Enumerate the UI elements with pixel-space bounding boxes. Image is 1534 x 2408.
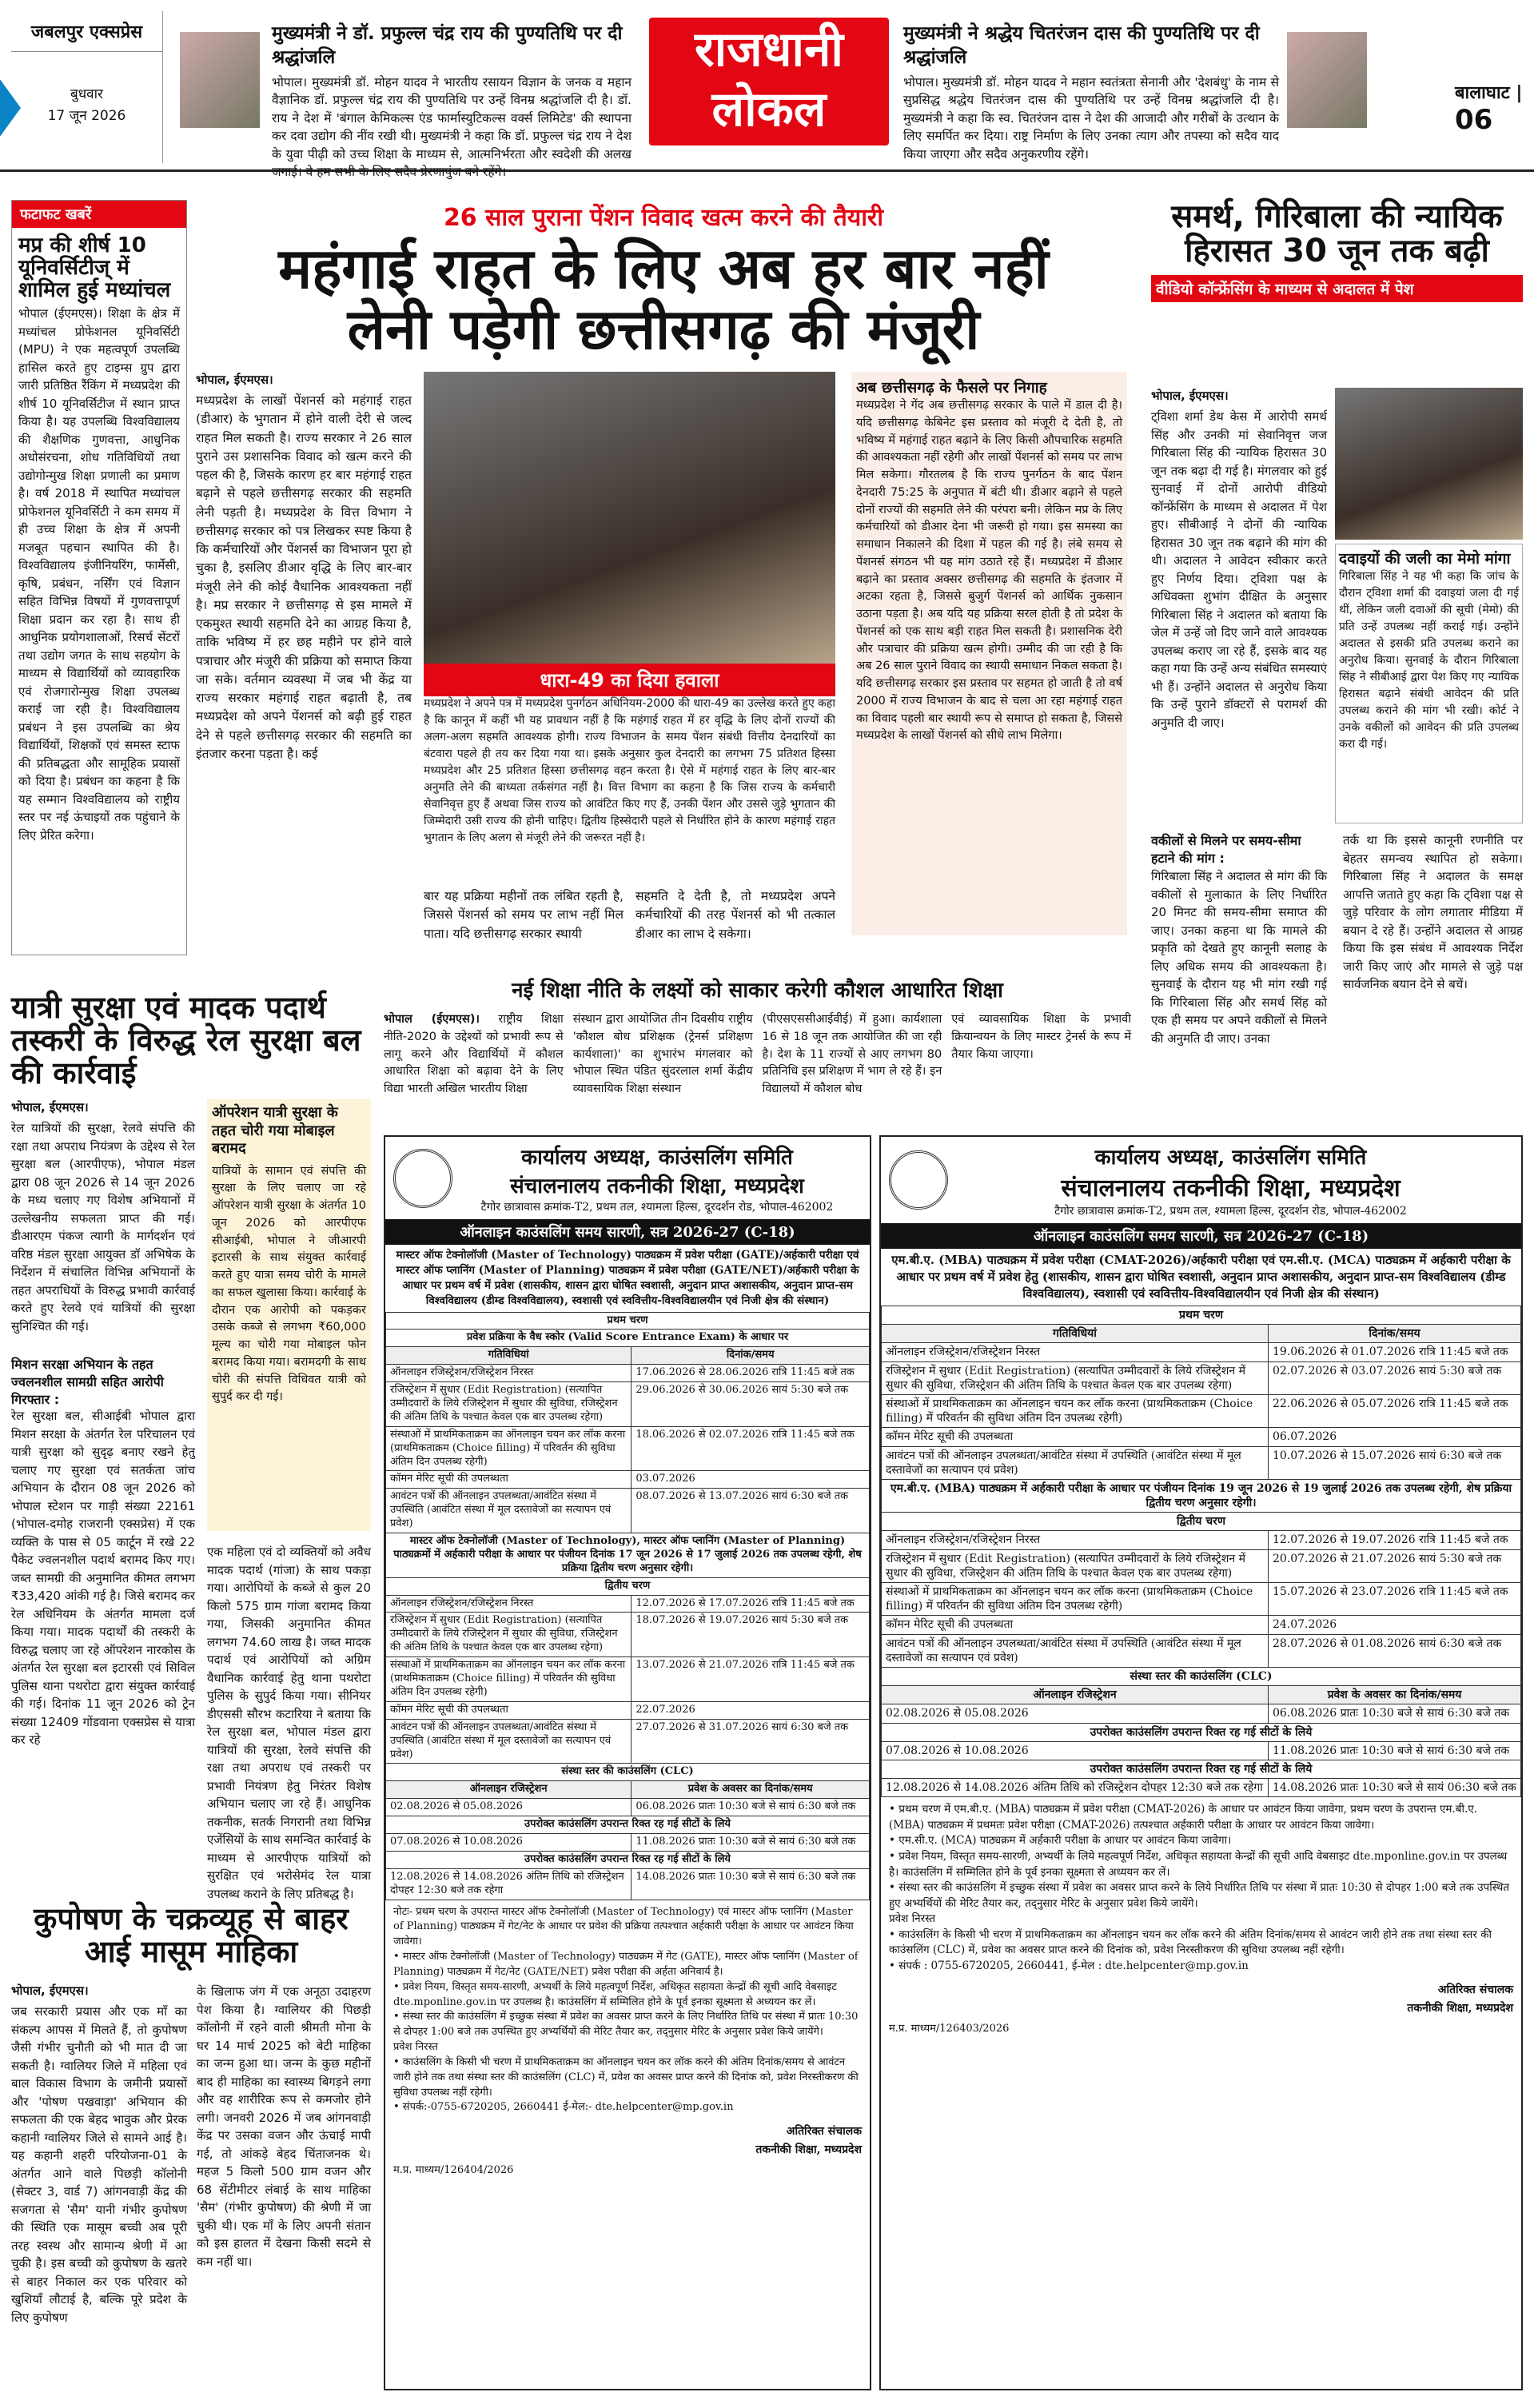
kuposhan-col2: के खिलाफ जंग में एक अनूठा उदाहरण पेश किया है। ग्वालियर की पिछड़ी कॉलोनी में रहने वाली श्रीमती मोना के घर 14 मार्च 2025 को बेटी माहिका का जन्म हुआ था। जन्म के कुछ महीनों बाद ही माहिका का स्वास्थ्य बिगड़ने लगा और वह शारीरिक रूप से कमजोर होने लगी। जनवरी 2026 में जब आंगनवाड़ी केंद्र पर उसका वजन और ऊंचाई मापी गई, तो आंकड़े बेहद चिंताजनक थे। महज 5 किलो 500 ग्राम वजन और 68 सेंटीमीटर लंबाई के साथ माहिका 'सैम' (गंभीर कुपोषण) की श्रेणी में जा चुकी थी। एक माँ के लिए अपनी संतान को इस हालत में देखना किसी सदमे से कम नहीं था। [197,1984,371,2269]
ribbon-triangle [0,64,21,152]
notice-left-sign2: तकनीकी शिक्षा, मध्यप्रदेश [755,2143,862,2157]
notice-right-table1 [881,1306,1521,1797]
schedule-activity: रजिस्ट्रेशन में सुधार (Edit Registration) (सत्यापित उम्मीदवारों के लिये रजिस्ट्रेशन में सुधार की सुविधा, रजिस्ट्रेशन की अंतिम तिथि के पश्चात केवल एक बार उपलब्ध रहेगा) [386,1382,632,1427]
schedule-activity: रजिस्ट्रेशन में सुधार (Edit Registration) (सत्यापित उम्मीदवारों के लिये रजिस्ट्रेशन में सुधार की सुविधा, रजिस्ट्रेशन की अंतिम तिथि के पश्चात केवल एक बार उपलब्ध रहेगा) [882,1549,1269,1582]
schedule-date: 14.08.2026 प्रातः 10:30 बजे से सायं 6:30 बजे तक [632,1868,870,1900]
schedule-date: 22.07.2026 [632,1701,870,1719]
edition-name: जबलपुर एक्सप्रेस [11,11,162,52]
edition-box [11,11,163,163]
kuposhan-col1: जब सरकारी प्रयास और एक माँ का संकल्प आपस में मिलते हैं, तो कुपोषण जैसी गंभीर चुनौती को भी मात दी जा सकती है। ग्वालियर जिले में महिला एवं बाल विकास विभाग के जमीनी प्रयासों और 'पोषण पखवाड़ा' अभियान की सफलता की एक बेहद भावुक और प्रेरक कहानी ग्वालियर जिले से सामने आई है। यह कहानी शहरी परियोजना-01 के अंतर्गत आने वाले पिछड़ी कॉलोनी (सेक्टर 3, वार्ड 7) आंगनवाड़ी केंद्र की सजगता से 'सैम' यानी गंभीर कुपोषण की स्थिति एक मासूम बच्ची अब पूरी तरह स्वस्थ और सामान्य श्रेणी में आ चुकी है। इस बच्ची को कुपोषण के खतरे से बाहर निकाल कर एक परिवार को खुशियाँ लौटाई है, बल्कि पूरे प्रदेश के लिए कुपोषण [11,2004,187,2325]
lead-headline-1: महंगाई राहत के लिए अब हर बार नहीं [278,236,1049,301]
schedule-activity: 07.08.2026 से 10.08.2026 [882,1741,1269,1760]
schedule-row [386,1868,870,1900]
railway-headline: यात्री सुरक्षा एवं मादक पदार्थ तस्करी के विरुद्ध रेल सुरक्षा बल की कार्रवाई [11,990,361,1091]
schedule-activity: संस्थाओं में प्राथमिकताक्रम का ऑनलाइन चयन कर लॉक करना (प्राथमिकताक्रम (Choice filling) में परिवर्तन की सुविधा अंतिम दिन उपलब्ध रहेगी) [882,1583,1269,1616]
notice-left-table1 [385,1312,870,1900]
schedule-row [882,1583,1521,1616]
mp-emblem-icon [889,1150,948,1210]
mp-emblem-icon [393,1149,452,1208]
notice-right-sign2: तकनीकी शिक्षा, मध्यप्रदेश [1407,2002,1513,2015]
railway-box-text: यात्रियों के सामान एवं संपत्ति की सुरक्षा के लिए चलाए जा रहे ऑपरेशन यात्री सुरक्षा के अंतर्गत 10 जून 2026 को आरपीएफ सीआईबी, भोपाल ने जीआरपी इटारसी के साथ संयुक्त कार्रवाई करते हुए यात्रा समय चोरी के मामले का सफल खुलासा किया। कार्रवाई के दौरान एक आरोपी को पकड़कर उसके कब्जे से लगभग ₹60,000 मूल्य का चोरी गया मोबाइल फोन बरामद किया गया। बरामदगी के साथ चोरी की संपत्ति विधिवत यात्री को सुपुर्द कर दी गई। [212,1164,366,1404]
schedule-date: 22.06.2026 से 05.07.2026 रात्रि 11:45 बजे तक [1268,1394,1520,1427]
accused-photo [1335,388,1523,540]
schedule-date: 06.08.2026 प्रातः 10:30 बजे से सायं 6:30 बजे तक [632,1799,870,1816]
schedule-row [882,1704,1521,1723]
schedule-subhead: उपरोक्त काउंसलिंग उपरान्त रिक्त रह गई सीटों के लिये [882,1723,1521,1741]
page-place: बालाघाट [1455,83,1510,103]
schedule-row [386,1851,870,1868]
schedule-activity: आवंटन पत्रों की ऑनलाइन उपलब्धता/आवंटित संस्था में उपस्थिति (आवंटित संस्था में मूल दस्तावेजों का सत्यापन एवं प्रवेश) [882,1634,1269,1667]
shiksha-dateline: भोपाल (ईएमएस)। [384,1013,480,1026]
notice-right-phase2: द्वितीय चरण [882,1513,1521,1531]
schedule-activity: कॉमन मेरिट सूची की उपलब्धता [386,1471,632,1489]
shiksha-story [384,979,1131,1131]
notice-right-phase2-head: एम.बी.ए. (MBA) पाठ्यक्रम में अर्हकारी परीक्षा के आधार पर पंजीयन दिनांक 19 जून 2026 से 19 जुलाई 2026 तक उपलब्ध रहेगी, शेष प्रक्रिया द्वितीय चरण अनुसार रहेगी। [882,1479,1521,1512]
notice-right-clc-b: प्रवेश के अवसर का दिनांक/समय [1268,1686,1520,1704]
schedule-row [882,1446,1521,1479]
schedule-activity: 12.08.2026 से 14.08.2026 अंतिम तिथि को रजिस्ट्रेशन दोपहर 12:30 बजे तक रहेगा [386,1868,632,1900]
schedule-row [882,1428,1521,1446]
schedule-row [882,1394,1521,1427]
schedule-date: 17.06.2026 से 28.06.2026 रात्रि 11:45 बजे तक [632,1365,870,1382]
schedule-row [386,1657,870,1702]
notice-left-col-b: दिनांक/समय [632,1347,870,1365]
notice-left-address: टैगोर छात्रावास क्रमांक-T2, प्रथम तल, श्यामला हिल्स, दूरदर्शन रोड, भोपाल-462002 [480,1201,834,1214]
lead-under-col-a: बार यह प्रक्रिया महीनों तक लंबित रहती है, जिससे पेंशनर्स को समय पर लाभ नहीं मिल पाता। यदि छत्तीसगढ़ सरकार स्थायी [424,889,624,941]
fatafat-box [11,200,187,955]
shiksha-col1 [384,1011,564,1131]
schedule-row [882,1549,1521,1582]
schedule-date: 19.06.2026 से 01.07.2026 रात्रि 11:45 बजे तक [1268,1343,1520,1361]
section-logo [649,18,889,146]
schedule-date: 14.08.2026 प्रातः 10:30 बजे से सायं 06:30 बजे तक [1268,1779,1520,1797]
schedule-activity: संस्थाओं में प्राथमिकताक्रम का ऑनलाइन चयन कर लॉक करना (प्राथमिकताक्रम (Choice filling) में परिवर्तन की सुविधा अंतिम दिन उपलब्ध रहेगी) [882,1394,1269,1427]
schedule-subhead: उपरोक्त काउंसलिंग उपरान्त रिक्त रह गई सीटों के लिये [882,1760,1521,1778]
notice-left-clc-a: ऑनलाइन रजिस्ट्रेशन [386,1781,632,1799]
schedule-date: 12.07.2026 से 17.07.2026 रात्रि 11:45 बजे तक [632,1595,870,1613]
top-story-left-text: भोपाल। मुख्यमंत्री डॉ. मोहन यादव ने भारतीय रसायन विज्ञान के जनक व महान वैज्ञानिक डॉ. प्रफुल्ल चंद्र राय की पुण्यतिथि पर उन्हें विनम्र श्रद्धांजलि दी है। डॉ. राय ने देश में 'बंगाल केमिकल्स एंड फार्मास्युटिकल्स वर्क्स लिमिटेड' की स्थापना कर दवा उद्योग की नींव रखी थी। मुख्यमंत्री ने कहा कि डॉ. प्रफुल्ल चंद्र राय ने देश के युवा पीढ़ी को उच्च शिक्षा के माध्यम से, आत्मनिर्भरता और स्वदेशी की अलख जगाई। वे हम सभी के लिए सदैव प्रेरणापुंज बने रहेंगे। [272,74,632,180]
schedule-row [386,1701,870,1719]
notice-left-col-a: गतिविधियां [386,1347,632,1365]
schedule-date: 13.07.2026 से 21.07.2026 रात्रि 11:45 बजे तक [632,1657,870,1702]
notice-right-sub: एम.बी.ए. (MBA) पाठ्यक्रम में प्रवेश परीक्षा (CMAT-2026)/अर्हकारी परीक्षा एवं एम.सी.ए. (MCA) पाठ्यक्रम में अर्हकारी परीक्षा के आधार पर प्रथम वर्ष में प्रवेश हेतु (शासकीय, शासन द्वारा घोषित स्वशासी, अनुदान प्राप्त अशासकीय, अनुदान प्राप्त-सम विश्वविद्यालय (डीम्ड विश्वविद्यालय), स्वशासी एवं स्ववित्तीय-विश्वविद्यालयीन एवं निजी क्षेत्र की संस्थान) [891,1253,1511,1301]
top-story-right-title: मुख्यमंत्री ने श्रद्धेय चितरंजन दास की पुण्यतिथि पर दी श्रद्धांजलि [903,23,1260,68]
notice-right-ref: म.प्र. माध्यम/126403/2026 [889,2023,1010,2035]
schedule-row [386,1719,870,1764]
schedule-subhead: उपरोक्त काउंसलिंग उपरान्त रिक्त रह गई सीटों के लिये [386,1816,870,1834]
notice-right-phase1: प्रथम चरण [882,1306,1521,1325]
lead-story [196,200,1131,941]
schedule-activity: आवंटन पत्रों की ऑनलाइन उपलब्धता/आवंटित संस्था में उपस्थिति (आवंटित संस्था में मूल दस्तावेजों का सत्यापन एवं प्रवेश) [386,1719,632,1764]
schedule-row [882,1343,1521,1361]
notice-right-sign1: अतिरिक्त संचालक [1437,1983,1513,1997]
notice-left-ref: म.प्र. माध्यम/126404/2026 [393,2164,514,2177]
lead-col1: मध्यप्रदेश के लाखों पेंशनर्स को महंगाई राहत (डीआर) के भुगतान में होने वाली देरी से जल्द राहत मिल सकती है। राज्य सरकार ने 26 साल पुराने उस प्रशासनिक विवाद को खत्म करने की पहल की है, जिसके कारण हर बार महंगाई राहत बढ़ाने से पहले छत्तीसगढ़ सरकार की सहमति लेनी पड़ती है। मध्यप्रदेश के वित्त विभाग ने छत्तीसगढ़ सरकार को पत्र लिखकर स्पष्ट किया है कि कर्मचारियों और पेंशनर्स का विभाजन पूरा हो चुका है, इसलिए डीआर वृद्धि के लिए बार-बार मंजूरी लेने की कोई वैधानिक आवश्यकता नहीं है। मप्र सरकार ने छत्तीसगढ़ से इस मामले में एकमुश्त स्थायी सहमति देने का आग्रह किया है, ताकि भविष्य में हर छह महीने पर होने वाले पत्राचार और मंजूरी की प्रक्रिया को समाप्त किया जा सके। वर्तमान व्यवस्था में जब भी केंद्र या राज्य सरकार महंगाई राहत बढ़ाती है, तब मध्यप्रदेश को अपने पेंशनर्स को बढ़ी हुई राहत देने से पहले छत्तीसगढ़ सरकार की सहमति का इंतजार करना पड़ता है। कई [196,393,412,761]
pension-photo [424,372,835,664]
schedule-date: 12.07.2026 से 19.07.2026 रात्रि 11:45 बजे तक [1268,1531,1520,1549]
notice-left-clc-b: प्रवेश के अवसर का दिनांक/समय [632,1781,870,1799]
railway-col2: एक महिला एवं दो व्यक्तियों को अवैध मादक पदार्थ (गांजा) के साथ पकड़ा गया। आरोपियों के कब्जे से कुल 20 किलो 575 ग्राम गांजा बरामद किया गया, जिसकी अनुमानित कीमत लगभग 74.60 लाख है। जब्त मादक पदार्थ एवं आरोपियों को अग्रिम वैधानिक कार्रवाई हेतु थाना पथरोटा पुलिस के सुपुर्द किया गया। सीनियर डीएससी सौरभ कटारिया ने बताया कि रेल सुरक्षा बल, भोपाल मंडल द्वारा यात्रियों की सुरक्षा, रेलवे संपत्ति की रक्षा तथा अपराध एवं तस्करी पर प्रभावी नियंत्रण हेतु निरंतर विशेष अभियान चलाए जा रहे हैं। आधुनिक तकनीक, सतर्क निगरानी तथा विभिन्न एजेंसियों के साथ समन्वित कार्रवाई के माध्यम से आरपीएफ यात्रियों को सुरक्षित एवं भरोसेमंद रेल यात्रा उपलब्ध कराने के लिए प्रतिबद्ध है। [207,1545,371,1901]
schedule-row [882,1634,1521,1667]
schedule-activity: 07.08.2026 से 10.08.2026 [386,1833,632,1851]
samarth-col1b: गिरिबाला सिंह ने अदालत से मांग की कि वकीलों से मुलाकात के लिए निर्धारित 20 मिनट की समय-सीमा समाप्त की जाए। उनका कहना था कि मामले की प्रकृति को देखते हुए कानूनी सलाह के लिए अधिक समय की आवश्यकता है। सुनवाई के दौरान यह भी मांग रखी गई कि गिरिबाला सिंह और समर्थ सिंह को एक ही समय पर अपने वकीलों से मिलने की अनुमति दी जाए। उनका [1151,869,1327,1046]
shiksha-text2: संस्थान द्वारा आयोजित तीन दिवसीय राष्ट्रीय 'कौशल बोध प्रशिक्षक (ट्रेनर्स प्रशिक्षण कार्यशाला)' का शुभारंभ मंगलवार को भोपाल स्थित पंडित सुंदरलाल शर्मा केंद्रीय व्यावसायिक शिक्षा संस्थान [572,1013,753,1095]
schedule-date: 29.06.2026 से 30.06.2026 सायं 5:30 बजे तक [632,1382,870,1427]
schedule-row [386,1382,870,1427]
schedule-date: 28.07.2026 से 01.08.2026 सायं 6:30 बजे तक [1268,1634,1520,1667]
shiksha-columns [384,1011,1131,1131]
shiksha-headline: नई शिक्षा नीति के लक्ष्यों को साकार करेगी कौशल आधारित शिक्षा [512,979,1003,1003]
top-story-right [903,22,1279,163]
shiksha-text4: एवं व्यावसायिक शिक्षा के प्रभावी क्रियान्वयन के लिए मास्टर ट्रेनर्स के रूप में तैयार किया जाएगा। [951,1013,1131,1061]
notice-right-clc: संस्था स्तर की काउंसलिंग (CLC) [882,1667,1521,1685]
samarth-box-text: गिरिबाला सिंह ने यह भी कहा कि जांच के दौरान ट्विशा शर्मा की दवाइयां जला दी गई थीं, लेकिन जली दवाओं की सूची (मेमो) की प्रति उन्हें उपलब्ध नहीं कराई गई। उन्होंने अदालत से इसकी प्रति उपलब्ध कराने का अनुरोध किया। सुनवाई के दौरान गिरिबाला सिंह ने सीबीआई द्वारा पेश किए गए न्यायिक हिरासत बढ़ाने संबंधी आवेदन की प्रति उपलब्ध कराने की मांग भी रखी। कोर्ट ने उनके वकीलों को आवेदन की प्रति उपलब्ध करा दी गई। [1339,570,1519,751]
schedule-row [386,1471,870,1489]
schedule-activity: आवंटन पत्रों की ऑनलाइन उपलब्धता/आवंटित संस्था में उपस्थिति (आवंटित संस्था में मूल दस्तावेजों का सत्यापन एवं प्रवेश) [386,1489,632,1533]
schedule-activity: ऑनलाइन रजिस्ट्रेशन/रजिस्ट्रेशन निरस्त [882,1343,1269,1361]
schedule-row [882,1741,1521,1760]
schedule-date: 06.07.2026 [1268,1428,1520,1446]
notice-left-band: ऑनलाइन काउंसलिंग समय सारणी, सत्र 2026-27 (C-18) [385,1219,870,1245]
schedule-activity: कॉमन मेरिट सूची की उपलब्धता [882,1428,1269,1446]
notice-left-title1: कार्यालय अध्यक्ष, काउंसलिंग समिति [521,1146,793,1170]
lead-under-photo: मध्यप्रदेश ने अपने पत्र में मध्यप्रदेश पुनर्गठन अधिनियम-2000 की धारा-49 का उल्लेख करते हुए कहा है कि कानून में कहीं भी यह प्रावधान नहीं है कि महंगाई राहत में हर वृद्धि के लिए दोनों राज्यों की अलग-अलग सहमति आवश्यक होगी। राज्य विभाजन के समय पेंशन संबंधी वित्तीय देनदारियों का बंटवारा पहले ही तय कर दिया गया था। इसके अनुसार कुल देनदारी का लगभग 75 प्रतिशत हिस्सा मध्यप्रदेश और 25 प्रतिशत हिस्सा छत्तीसगढ़ वहन करता है। ऐसे में महंगाई राहत के लिए बार-बार अनुमति लेने की बाध्यता तर्कसंगत नहीं है। वित्त विभाग का कहना है कि जिस राज्य के कर्मचारी सेवानिवृत्त हुए हैं अथवा जिस राज्य को आवंटित किए गए हैं, उनकी पेंशन और उससे जुड़े भुगतान की जिम्मेदारी उसी राज्य की होनी चाहिए। द्वितीय हिस्सेदारी पहले से निर्धारित होने के कारण महंगाई राहत भुगतान के लिए अलग से मंजूरी लेने की जरूरत नहीं है। [424,697,835,844]
schedule-date: 18.07.2026 से 19.07.2026 सायं 5:30 बजे तक [632,1613,870,1657]
schedule-date: 18.06.2026 से 02.07.2026 रात्रि 11:45 बजे तक [632,1426,870,1471]
schedule-activity: ऑनलाइन रजिस्ट्रेशन/रजिस्ट्रेशन निरस्त [882,1531,1269,1549]
edition-day: बुधवार [70,86,103,102]
schedule-date: 27.07.2026 से 31.07.2026 सायं 6:30 बजे तक [632,1719,870,1764]
schedule-date: 10.07.2026 से 15.07.2026 सायं 6:30 बजे तक [1268,1446,1520,1479]
schedule-row [386,1426,870,1471]
lead-under-col-b: सहमति दे देती है, तो मध्यप्रदेश अपने कर्मचारियों की तरह पेंशनर्स को भी तत्काल डीआर का लाभ दे सकेगा। [636,889,835,941]
schedule-activity: कॉमन मेरिट सूची की उपलब्धता [386,1701,632,1719]
notice-left-sign1: अतिरिक्त संचालक [786,2125,862,2139]
sidebar-title: अब छत्तीसगढ़ के फैसले पर निगाह [856,379,1047,397]
railway-sub1: मिशन सरक्षा अभियान के तहत ज्वलनशील सामग्री सहित आरोपी गिरफ्तार : [11,1357,164,1407]
schedule-activity: रजिस्ट्रेशन में सुधार (Edit Registration) (सत्यापित उम्मीदवारों के लिये रजिस्ट्रेशन में सुधार की सुविधा, रजिस्ट्रेशन की अंतिम तिथि के पश्चात केवल एक बार उपलब्ध रहेगा) [386,1613,632,1657]
schedule-row [386,1489,870,1533]
schedule-row [386,1799,870,1816]
samarth-col2b: तर्क था कि इससे कानूनी रणनीति पर बेहतर समन्वय स्थापित हो सकेगा। गिरिबाला सिंह ने अदालत के समक्ष आपत्ति जताते हुए कहा कि ट्विशा पक्ष से जुड़े परिवार के लोग लगातार मीडिया में बयान दे रहे हैं। उन्होंने अदालत से आग्रह किया कि इस संबंध में आवश्यक निर्देश जारी किए जाएं और मामले से जुड़े पक्ष सार्वजनिक बयान देने से बचें। [1343,833,1523,991]
schedule-activity: ऑनलाइन रजिस्ट्रेशन/रजिस्ट्रेशन निरस्त [386,1595,632,1613]
schedule-activity: आवंटन पत्रों की ऑनलाइन उपलब्धता/आवंटित संस्था में उपस्थिति (आवंटित संस्था में मूल दस्तावेजों का सत्यापन एवं प्रवेश) [882,1446,1269,1479]
schedule-row [882,1760,1521,1778]
edition-date: 17 जून 2026 [47,108,126,124]
portrait-left [180,32,260,128]
railway-dateline: भोपाल, ईएमएस। [11,1100,89,1114]
kuposhan-dateline: भोपाल, ईएमएस। [11,1983,89,1998]
notice-right-clc-a: ऑनलाइन रजिस्ट्रेशन [882,1686,1269,1704]
schedule-date: 06.08.2026 प्रातः 10:30 बजे से सायं 6:30 बजे तक [1268,1704,1520,1723]
fatafat-label: फटाफट खबरें [12,201,186,228]
railway-col1b: रेल सुरक्षा बल, सीआईबी भोपाल द्वारा मिशन सरक्षा के अंतर्गत रेल परिचालन एवं यात्री सुरक्षा को सुदृढ़ बनाए रखने हेतु चलाए गए सुरक्षा एवं सतर्कता जांच अभियान के दौरान 08 जून 2026 को भोपाल स्टेशन पर गाड़ी संख्या 22161 (भोपाल-दमोह राजरानी एक्सप्रेस) में एक व्यक्ति के पास से 05 कार्टून में रखे 22 पैकेट ज्वलनशील पदार्थ बरामद किए गए। जब्त सामग्री की अनुमानित कीमत लगभग ₹33,420 आंकी गई है। जिसे बरामद कर रेल अधिनियम के अंतर्गत मामला दर्ज किया गया। मादक पदार्थों की तस्करी के विरुद्ध चलाए जा रहे ऑपरेशन नारकोस के अंतर्गत रेल सुरक्षा बल इटारसी एवं सिविल पुलिस थाना पथरोटा द्वारा संयुक्त कार्रवाई की गई। दिनांक 11 जून 2026 को ट्रेन संख्या 12409 गोंडवाना एक्सप्रेस से यात्रा कर रहे [11,1409,195,1747]
page-num: 06 [1455,104,1493,136]
shiksha-text3: (पीएसएससीआईवीई) में हुआ। कार्यशाला 16 से 18 जून तक आयोजित की जा रही है। देश के 11 राज्यों से आए लगभग 80 प्रतिनिधि इस प्रशिक्षण में भाग ले रहे हैं। इन विद्यालयों में कौशल बोध [762,1013,942,1095]
schedule-date: 15.07.2026 से 23.07.2026 रात्रि 11:45 बजे तक [1268,1583,1520,1616]
fatafat-headline: मप्र की शीर्ष 10 यूनिवर्सिटीज् में शामिल हुई मध्यांचल [18,233,171,303]
schedule-date: 03.07.2026 [632,1471,870,1489]
samarth-dateline: भोपाल, ईएमएस। [1151,389,1229,403]
schedule-activity: कॉमन मेरिट सूची की उपलब्धता [882,1616,1269,1634]
schedule-subhead: उपरोक्त काउंसलिंग उपरान्त रिक्त रह गई सीटों के लिये [386,1851,870,1868]
schedule-activity: संस्थाओं में प्राथमिकताक्रम का ऑनलाइन चयन कर लॉक करना (प्राथमिकताक्रम (Choice filling) में परिवर्तन की सुविधा अंतिम दिन उपलब्ध रहेगी) [386,1657,632,1702]
schedule-row [386,1613,870,1657]
schedule-row [882,1779,1521,1797]
schedule-row [882,1616,1521,1634]
masthead [0,0,1534,180]
lead-kicker: 26 साल पुराना पेंशन विवाद खत्म करने की तैयारी [443,204,884,232]
notice-mtech [384,1135,871,2390]
samarth-story [1151,200,1523,1119]
notice-right-title1: कार्यालय अध्यक्ष, काउंसलिंग समिति [1094,1146,1367,1170]
logo-line2: लोकल [711,82,827,138]
schedule-date: 11.08.2026 प्रातः 10:30 बजे से सायं 6:30 बजे तक [1268,1741,1520,1760]
railway-box-title: ऑपरेशन यात्री सुरक्षा के तहत चोरी गया मोबाइल बरामद [212,1104,338,1157]
schedule-row [386,1816,870,1834]
top-story-left [272,22,632,181]
samarth-col1: ट्विशा शर्मा डेथ केस में आरोपी समर्थ सिंह और उनकी मां सेवानिवृत्त जज गिरिबाला सिंह की न्यायिक हिरासत 30 जून तक बढ़ा दी गई है। मंगलवार को हुई सुनवाई में दोनों आरोपी वीडियो कॉन्फ्रेंसिंग के माध्यम से अदालत में पेश हुए। सीबीआई ने दोनों की न्यायिक हिरासत 30 जून तक बढ़ाने की मांग की थी। अदालत ने आवेदन स्वीकार करते हुए निर्णय दिया। ट्विशा पक्ष के अधिवक्ता शुभांग दीक्षित के अनुसार गिरिबाला सिंह ने अदालत को बताया कि जेल में उन्हें जो दिए जाने वाले आवश्यक उपलब्ध कराए जा रहे हैं, इसके बाद यह कहा गया कि उन्हें अन्य संबंधित समस्याएं भी हैं। उन्होंने अदालत से अनुरोध किया कि उन्हें पुराने डॉक्टरों से परामर्श की अनुमति दी जाए। [1151,409,1327,730]
top-story-right-text: भोपाल। मुख्यमंत्री डॉ. मोहन यादव ने महान स्वतंत्रता सेनानी और 'देशबंधु' के नाम से सुप्रसिद्ध श्रद्धेय चितरंजन दास की पुण्यतिथि पर उन्हें विनम्र श्रद्धांजलि दी है। मुख्यमंत्री ने कहा कि स्व. चितरंजन दास ने देश की आजादी और गरीबों के उत्थान के लिए समर्पित कर दिया। राष्ट्र निर्माण के लिए उनका त्याग और तपस्या को सदैव याद किया जाएगा और सदैव अनुकरणीय रहेंगे। [903,74,1279,161]
railway-story [11,990,371,1901]
notice-right-col-a: गतिविधियां [882,1325,1269,1343]
portrait-right [1287,32,1367,128]
fatafat-text: भोपाल (ईएमएस)। शिक्षा के क्षेत्र में मध्यांचल प्रोफेशनल यूनिवर्सिटी (MPU) ने एक महत्वपूर्ण उपलब्धि हासिल करते हुए टाइम्स ग्रुप द्वारा जारी प्रतिष्ठित रैंकिंग में मध्यप्रदेश की शीर्ष 10 यूनिवर्सिटीज में स्थान प्राप्त किया है। यह उपलब्धि विश्वविद्यालय की शैक्षणिक गुणवत्ता, आधुनिक अधोसंरचना, शोध गतिविधियों तथा उद्योगोन्मुख शिक्षा प्रणाली का प्रमाण है। वर्ष 2018 में स्थापित मध्यांचल प्रोफेशनल यूनिवर्सिटी ने कम समय में ही उच्च शिक्षा के क्षेत्र में अपनी मजबूत पहचान स्थापित की है। विश्वविद्यालय इंजीनियरिंग, फार्मेसी, कृषि, प्रबंधन, नर्सिंग एवं विज्ञान सहित विभिन्न विषयों में गुणवत्तापूर्ण शिक्षा प्रदान कर रहा है। साथ ही आधुनिक प्रयोगशालाओं, रिसर्च सेंटरों तथा उद्योग जगत के साथ सहयोग के माध्यम से विद्यार्थियों को व्यावहारिक एवं रोजगारोन्मुख शिक्षा उपलब्ध कराई जा रही है। विश्वविद्यालय प्रबंधन ने इस उपलब्धि का श्रेय विद्यार्थियों, शिक्षकों एवं समस्त स्टाफ की प्रतिबद्धता और सामूहिक प्रयासों को दिया है। प्रबंधन का कहना है कि यह सम्मान विश्वविद्यालय को राष्ट्रीय स्तर पर नई ऊंचाइयों तक पहुंचाने के लिए प्रेरित करेगा। [18,306,180,843]
kuposhan-headline: कुपोषण के चक्रव्यूह से बाहर आई मासूम माहिका [34,1901,349,1970]
lead-sidebar [851,372,1127,935]
schedule-date: 11.08.2026 प्रातः 10:30 बजे से सायं 6:30 बजे तक [632,1833,870,1851]
page-number: बालाघाट | 06 [1455,83,1523,136]
shiksha-text1: राष्ट्रीय शिक्षा नीति-2020 के उद्देश्यों को प्रभावी रूप से लागू करने और विद्यार्थियों में कौशल आधारित शिक्षा को बढ़ावा देने के लिए विद्या भारती अखिल भारतीय शिक्षा [384,1013,564,1095]
notice-left-clc: संस्था स्तर की काउंसलिंग (CLC) [386,1764,870,1781]
schedule-date: 20.07.2026 से 21.07.2026 सायं 5:30 बजे तक [1268,1549,1520,1582]
lead-dateline: भोपाल, ईएमएस। [196,373,273,387]
schedule-activity: 02.08.2026 से 05.08.2026 [882,1704,1269,1723]
schedule-activity: ऑनलाइन रजिस्ट्रेशन/रजिस्ट्रेशन निरस्त [386,1365,632,1382]
schedule-date: 08.07.2026 से 13.07.2026 सायं 6:30 बजे तक [632,1489,870,1533]
samarth-banner: वीडियो कॉन्फ्रेंसिंग के माध्यम से अदालत में पेश [1151,275,1523,302]
samarth-box [1335,544,1523,823]
schedule-row [386,1365,870,1382]
notice-right-col-b: दिनांक/समय [1268,1325,1520,1343]
railway-box [207,1099,371,1531]
notice-right-band: ऑनलाइन काउंसलिंग समय सारणी, सत्र 2026-27 (C-18) [881,1223,1521,1249]
schedule-activity: संस्थाओं में प्राथमिकताक्रम का ऑनलाइन चयन कर लॉक करना (प्राथमिकताक्रम (Choice filling) में परिवर्तन की सुविधा अंतिम दिन उपलब्ध रहेगी) [386,1426,632,1471]
samarth-headline: समर्थ, गिरिबाला की न्यायिक हिरासत 30 जून तक बढ़ी [1171,198,1503,270]
notice-left-sub: मास्टर ऑफ टेक्नोलॉजी (Master of Technology) पाठ्यक्रम में प्रवेश परीक्षा (GATE)/अर्हकारी परीक्षा एवं मास्टर ऑफ प्लानिंग (Master of Planning) पाठ्यक्रम में प्रवेश परीक्षा (GATE/NET)/अर्हकारी परीक्षा के आधार पर प्रथम वर्ष में प्रवेश (शासकीय, शासन द्वारा घोषित स्वशासी, अनुदान प्राप्त अशासकीय, अनुदान प्राप्त-सम विश्वविद्यालय (डीम्ड विश्वविद्यालय), स्वशासी एवं स्ववित्तीय-विश्वविद्यालयीन एवं निजी क्षेत्र की संस्थान) [396,1249,859,1307]
notice-left-phase1: प्रथम चरण [386,1312,870,1330]
samarth-subhead: वकीलों से मिलने पर समय-सीमा हटाने की मांग : [1151,833,1301,866]
schedule-row [882,1723,1521,1741]
kuposhan-story [11,1903,371,2382]
notice-right-address: टैगोर छात्रावास क्रमांक-T2, प्रथम तल, श्यामला हिल्स, दूरदर्शन रोड, भोपाल-462002 [1054,1205,1407,1218]
notice-left-title2: संचालनालय तकनीकी शिक्षा, मध्यप्रदेश [510,1174,804,1198]
lead-headline-2: लेनी पड़ेगी छत्तीसगढ़ की मंजूरी [347,296,980,362]
notice-left-phase2-head: मास्टर ऑफ टेक्नोलॉजी (Master of Technology), मास्टर ऑफ प्लानिंग (Master of Planning) पाठ्यक्रमों में अर्हकारी परीक्षा के आधार पर पंजीयन दिनांक 17 जून 2026 से 17 जुलाई 2026 तक उपलब्ध रहेगी, शेष प्रक्रिया द्वितीय चरण अनुसार रहेगी। [386,1533,870,1578]
schedule-date: 02.07.2026 से 03.07.2026 सायं 5:30 बजे तक [1268,1361,1520,1394]
top-story-left-title: मुख्यमंत्री ने डॉ. प्रफुल्ल चंद्र राय की पुण्यतिथि पर दी श्रद्धांजलि [272,23,623,68]
notice-mba [879,1135,1523,2390]
schedule-activity: 02.08.2026 से 05.08.2026 [386,1799,632,1816]
photo-caption: धारा-49 का दिया हवाला [424,664,835,696]
logo-line1: राजधानी [695,22,843,78]
schedule-row [386,1833,870,1851]
samarth-box-title: दवाइयों की जली का मेमो मांगा [1339,550,1511,568]
notice-left-phase2: द्वितीय चरण [386,1577,870,1595]
notice-right-title2: संचालनालय तकनीकी शिक्षा, मध्यप्रदेश [1061,1174,1401,1202]
notice-left-phase1b: प्रवेश प्रक्रिया के वैध स्कोर (Valid Score Entrance Exam) के आधार पर [386,1330,870,1347]
schedule-date: 24.07.2026 [1268,1616,1520,1634]
schedule-row [386,1595,870,1613]
railway-col1: रेल यात्रियों की सुरक्षा, रेलवे संपत्ति की रक्षा तथा अपराध नियंत्रण के उद्देश्य से रेल सुरक्षा बल (आरपीएफ), भोपाल मंडल द्वारा 08 जून 2026 से 14 जून 2026 के मध्य चलाए गए विशेष अभियानों में उल्लेखनीय सफलता प्राप्त की गई। डीआरएम पंकज त्यागी के मार्गदर्शन एवं वरिष्ठ मंडल सुरक्षा आयुक्त डॉ अभिषेक के निर्देशन में संचालित विभिन्न अभियानों के तहत अपराधियों के विरुद्ध प्रभावी कार्रवाई करते हुए रेलवे एवं यात्रियों की सुरक्षा सुनिश्चित की गई। [11,1121,195,1334]
notice-right-notes: • प्रथम चरण में एम.बी.ए. (MBA) पाठ्यक्रम में प्रवेश परीक्षा (CMAT-2026) के आधार पर आवंटन किया जावेगा, प्रथम चरण के उपरान्त एम.बी.ए. (MBA) पाठ्यक्रम में प्रथमतः प्रवेश परीक्षा (CMAT-2026) तत्पश्चात अर्हकारी परीक्षा के आधार पर आवंटन किया जावेगा। • एम.सी.ए. (MCA) पाठ्यक्रम में अर्हकारी परीक्षा के आधार पर आवंटन किया जावेगा। • प्रवेश नियम, विस्तृत समय-सारणी, अभ्यर्थी के लिये महत्वपूर्ण निर्देश, अधिकृत सहायता केन्द्रों की सूची आदि वेबसाइट dte.mponline.gov.in पर उपलब्ध है। काउंसलिंग में सम्मिलित होने के पूर्व इनका सूक्ष्मता से अध्ययन कर लें। • संस्था स्तर की काउंसलिंग में इच्छुक संस्था में प्रवेश का अवसर प्राप्त करने के लिये निर्धारित तिथि पर संस्था में प्रातः 10:30 से दोपहर 1:00 बजे तक उपस्थित हुए अभ्यर्थियों की मेरिट तैयार कर, तद्नुसार मेरिट के अनुसार प्रवेश किये जायेंगे। प्रवेश निरस्त • काउंसलिंग के किसी भी चरण में प्राथमिकताक्रम का ऑनलाइन चयन कर लॉक करने की अंतिम दिनांक/समय से आवंटन जारी होने तक तथा संस्था स्तर की काउंसलिंग (CLC) में, प्रवेश का अवसर प्राप्त करने की दिनांक को, प्रवेश निरस्तीकरण की सुविधा उपलब्ध नहीं रहेगी। • संपर्क : 0755-6720205, 2660441, ई-मेल : dte.helpcenter@mp.gov.in [889,1803,1510,1972]
schedule-row [882,1361,1521,1394]
schedule-activity: 12.08.2026 से 14.08.2026 अंतिम तिथि को रजिस्ट्रेशन दोपहर 12:30 बजे तक रहेगा [882,1779,1269,1797]
schedule-activity: रजिस्ट्रेशन में सुधार (Edit Registration) (सत्यापित उम्मीदवारों के लिये रजिस्ट्रेशन में सुधार की सुविधा, रजिस्ट्रेशन की अंतिम तिथि के पश्चात केवल एक बार उपलब्ध रहेगा) [882,1361,1269,1394]
sidebar-text: मध्यप्रदेश ने गेंद अब छत्तीसगढ़ सरकार के पाले में डाल दी है। यदि छत्तीसगढ़ केबिनेट इस प्रस्ताव को मंजूरी दे देती है, तो भविष्य में महंगाई राहत बढ़ाने के लिए किसी औपचारिक सहमति की आवश्यकता नहीं रहेगी और लाखों पेंशनर्स को समय पर लाभ मिल सकेगा। गौरतलब है कि राज्य पुनर्गठन के बाद पेंशन देनदारी 75:25 के अनुपात में बंटी थी। डीआर बढ़ाने से पहले दोनों राज्यों की सहमति लेने की परंपरा बनी। लेकिन मप्र के लिए कर्मचारियों को डीआर देना भी जरूरी हो गया। इस समस्या का समाधान निकालने की दिशा में पहल की गई है। लंबे समय से पेंशनर्स संगठन भी यह मांग उठाते रहे हैं। मध्यप्रदेश में डीआर बढ़ाने का प्रस्ताव अक्सर छत्तीसगढ़ की सहमति के इंतजार में अटका रहता है, जिससे बुजुर्ग पेंशनर्स को आर्थिक नुकसान उठाना पड़ता है। अब यदि यह प्रक्रिया सरल होती है तो प्रदेश के पेंशनर्स को एक साथ बड़ी राहत मिल सकती है। प्रशासनिक देरी और पत्राचार की प्रक्रिया खत्म होगी। उम्मीद की जा रही है कि अब 26 साल पुराने विवाद का स्थायी समाधान निकल सकता है। यदि छत्तीसगढ़ सरकार इस प्रस्ताव पर सहमत हो जाती है तो वर्ष 2000 में राज्य विभाजन के बाद से चला आ रहा महंगाई राहत का विवाद पहली बार स्थायी रूप से समाप्त हो सकता है, जिससे मध्यप्रदेश के लाखों पेंशनर्स को सीधे लाभ मिलेगा। [856,399,1122,743]
notice-left-notes: नोटः- प्रथम चरण के उपरान्त मास्टर ऑफ टेक्नोलॉजी (Master of Technology) एवं मास्टर ऑफ प्लानिंग (Master of Planning) पाठ्यक्रम में गेट/नेट के आधार पर प्रवेश की प्रक्रिया तत्पश्चात अर्हकारी परीक्षा के आधार पर आवंटन किया जावेगा। • मास्टर ऑफ टेक्नोलॉजी (Master of Technology) पाठ्यक्रम में गेट (GATE), मास्टर ऑफ प्लानिंग (Master of Planning) पाठ्यक्रम में गेट/नेट (GATE/NET) प्रवेश परीक्षा की अर्हता अनिवार्य है। • प्रवेश नियम, विस्तृत समय-सारणी, अभ्यर्थी के लिये महत्वपूर्ण निर्देश, अधिकृत सहायता केन्द्रों की सूची आदि वेबसाइट dte.mponline.gov.in पर उपलब्ध है। काउंसलिंग में सम्मिलित होने के पूर्व इनका सूक्ष्मता से अध्ययन कर लें। • संस्था स्तर की काउंसलिंग में इच्छुक संस्था में प्रवेश का अवसर प्राप्त करने के लिए निर्धारित तिथि पर संस्था में प्रातः 10:30 से दोपहर 1:00 बजे तक उपस्थित हुए अभ्यर्थियों की मेरिट तैयार कर, तद्नुसार मेरिट के अनुसार प्रवेश किये जायेंगे। प्रवेश निरस्त • काउंसलिंग के किसी भी चरण में प्राथमिकताक्रम का ऑनलाइन चयन कर लॉक करने की अंतिम दिनांक/समय से आवंटन जारी होने तक तथा संस्था स्तर की काउंसलिंग (CLC) में, प्रवेश का अवसर प्राप्त करने की दिनांक को, प्रवेश निरस्तीकरण की सुविधा उपलब्ध नहीं रहेगी। • संपर्क:-0755-6720205, 2660441 ई-मेल:- dte.helpcenter@mp.gov.in [393,1905,859,2114]
schedule-row [882,1531,1521,1549]
